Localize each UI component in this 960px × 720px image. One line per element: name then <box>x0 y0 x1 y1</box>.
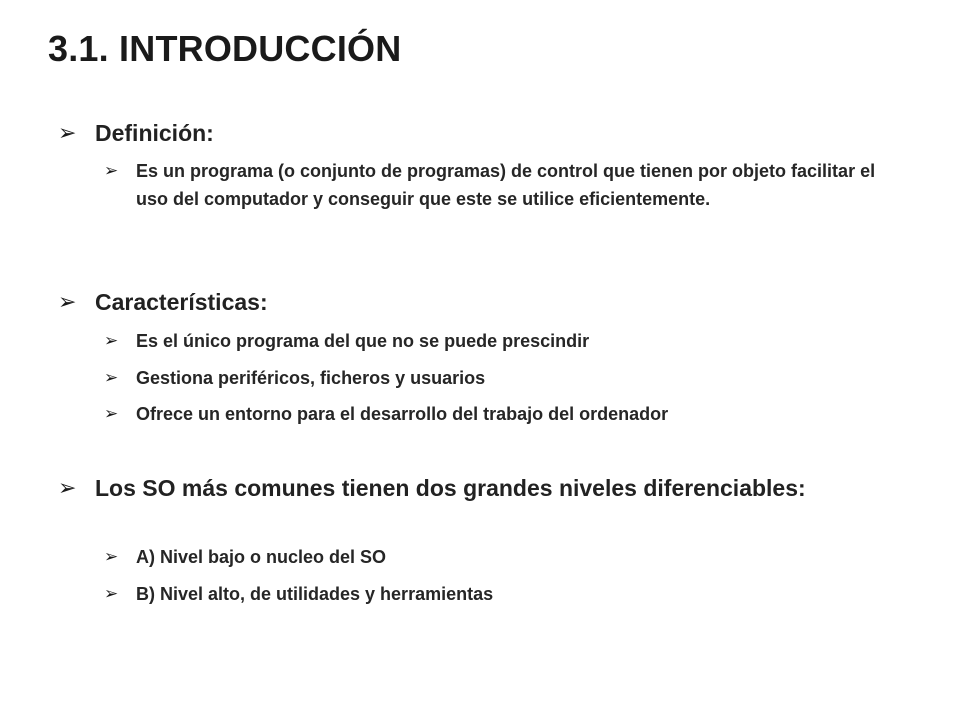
section-definicion-heading <box>58 118 878 148</box>
section-caracteristicas-heading <box>58 287 878 317</box>
arrow-bullet-icon: ➢ <box>58 289 77 314</box>
caracteristicas-item <box>104 400 904 428</box>
arrow-bullet-icon: ➢ <box>104 368 119 387</box>
section-heading-label: Características: <box>95 289 268 315</box>
section-niveles-heading <box>58 473 878 503</box>
arrow-bullet-icon: ➢ <box>104 547 119 566</box>
arrow-bullet-icon: ➢ <box>58 475 77 500</box>
caracteristicas-item-text: Es el único programa del que no se puede prescindir <box>136 331 590 351</box>
caracteristicas-item <box>104 364 904 392</box>
definicion-item-text: Es un programa (o conjunto de programas) de control que tienen por objeto facilitar el uso del computador y conseguir que este se utilice eficientemente. <box>136 161 876 209</box>
page-title: 3.1. INTRODUCCIÓN <box>48 28 402 69</box>
niveles-item <box>104 543 904 571</box>
niveles-item-text: A) Nivel bajo o nucleo del SO <box>136 547 387 567</box>
section-heading-label: Los SO más comunes tienen dos grandes niveles diferenciables: <box>95 475 806 501</box>
niveles-item <box>104 580 904 608</box>
niveles-item-text: B) Nivel alto, de utilidades y herramientas <box>136 584 494 604</box>
caracteristicas-item <box>104 327 904 355</box>
arrow-bullet-icon: ➢ <box>104 404 119 423</box>
caracteristicas-item-text: Ofrece un entorno para el desarrollo del trabajo del ordenador <box>136 404 669 424</box>
section-heading-label: Definición: <box>95 120 214 146</box>
arrow-bullet-icon: ➢ <box>104 584 119 603</box>
arrow-bullet-icon: ➢ <box>104 331 119 350</box>
arrow-bullet-icon: ➢ <box>58 120 77 145</box>
caracteristicas-item-text: Gestiona periféricos, ficheros y usuarios <box>136 368 486 388</box>
definicion-item <box>104 157 904 213</box>
arrow-bullet-icon: ➢ <box>104 161 119 180</box>
